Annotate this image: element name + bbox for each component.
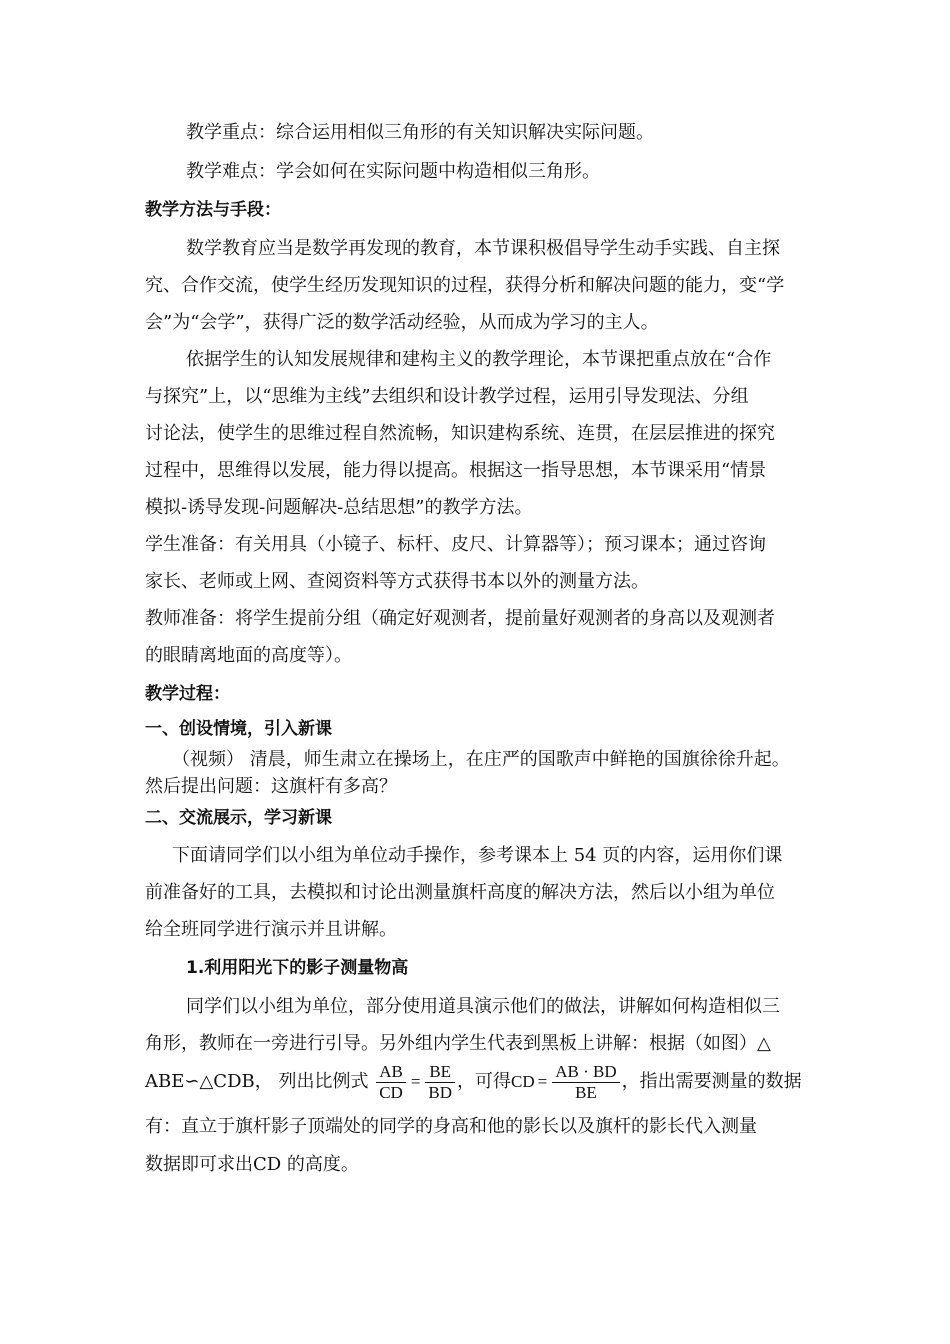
paragraph-line: 究、合作交流，使学生经历发现知识的过程，获得分析和解决问题的能力，变“学: [145, 275, 785, 296]
teaching-difficulty: 教学难点：学会如何在实际问题中构造相似三角形。: [186, 161, 600, 182]
paragraph-line: 下面请同学们以小组为单位动手操作，参考课本上 54 页的内容，运用你们课: [172, 845, 783, 866]
paragraph-line: 同学们以小组为单位，部分使用道具演示他们的做法，讲解如何构造相似三: [186, 996, 780, 1017]
fraction-numerator: BE: [425, 1062, 455, 1083]
paragraph-line: 模拟-诱导发现-问题解决-总结思想”的教学方法。: [145, 497, 533, 518]
video-scene: （视频） 清晨，师生肃立在操场上，在庄严的国歌声中鲜艳的国旗徐徐升起。: [172, 749, 790, 770]
formula-mid-text: ，可得: [457, 1071, 512, 1092]
paragraph-line: 数学教育应当是数学再发现的教育，本节课积极倡导学生动手实践、自主探: [186, 238, 780, 259]
paragraph-line: 与探究”上，以“思维为主线”去组织和设计教学过程，运用引导发现法、分组: [145, 386, 749, 407]
paragraph-line: 有：直立于旗杆影子顶端处的同学的身高和他的影长以及旗杆的影长代入测量: [145, 1116, 757, 1137]
formula-lead-text: ABE∽△CDB， 列出比例式: [145, 1071, 369, 1092]
teacher-prep: 教师准备：将学生提前分组（确定好观测者，提前量好观测者的身高以及观测者: [145, 608, 775, 629]
paragraph-line: 角形，教师在一旁进行引导。另外组内学生代表到黑板上讲解：根据（如图）△: [145, 1033, 771, 1054]
fraction-numerator: AB · BD: [552, 1062, 619, 1083]
section-two-heading: 二、交流展示，学习新课: [145, 808, 332, 828]
formula-lhs: CD: [511, 1072, 535, 1091]
fraction-ab-over-cd: [376, 1062, 406, 1103]
equals-sign: =: [410, 1072, 421, 1091]
paragraph-line: 讨论法，使学生的思维过程自然流畅，知识建构系统、连贯，在层层推进的探究: [145, 423, 775, 444]
student-prep-cont: 家长、老师或上网、查阅资料等方式获得书本以外的测量方法。: [145, 571, 649, 592]
fraction-abbd-over-be: [552, 1062, 619, 1103]
student-prep: 学生准备：有关用具（小镜子、标杆、皮尺、计算器等）；预习课本；通过咨询: [145, 534, 766, 555]
subsection-heading: 1.利用阳光下的影子测量物高: [186, 958, 409, 978]
paragraph-line: 依据学生的认知发展规律和建构主义的教学理论，本节课把重点放在“合作: [186, 349, 772, 370]
formula-line: [145, 1060, 802, 1104]
formula-trail-text: ，指出需要测量的数据: [621, 1071, 802, 1092]
heading-methods: 教学方法与手段：: [145, 200, 281, 220]
equals-sign: =: [537, 1072, 548, 1091]
paragraph-line: 数据即可求出CD 的高度。: [145, 1154, 359, 1175]
fraction-denominator: BE: [575, 1082, 597, 1102]
video-question: 然后提出问题：这旗杆有多高？: [145, 776, 397, 797]
paragraph-line: 过程中，思维得以发展，能力得以提高。根据这一指导思想，本节课采用“情景: [145, 460, 767, 481]
paragraph-line: 会”为“会学”，获得广泛的数学活动经验，从而成为学习的主人。: [145, 312, 659, 333]
section-one-heading: 一、创设情境，引入新课: [145, 719, 332, 739]
teacher-prep-cont: 的眼睛离地面的高度等）。: [145, 645, 352, 666]
fraction-be-over-bd: [425, 1062, 455, 1103]
paragraph-line: 给全班同学进行演示并且讲解。: [145, 919, 397, 940]
fraction-denominator: CD: [379, 1082, 403, 1102]
paragraph-line: 前准备好的工具，去模拟和讨论出测量旗杆高度的解决方法，然后以小组为单位: [145, 882, 775, 903]
teaching-focus: 教学重点：综合运用相似三角形的有关知识解决实际问题。: [186, 122, 654, 143]
heading-process: 教学过程：: [145, 684, 230, 704]
fraction-numerator: AB: [376, 1062, 406, 1083]
fraction-denominator: BD: [428, 1082, 453, 1102]
